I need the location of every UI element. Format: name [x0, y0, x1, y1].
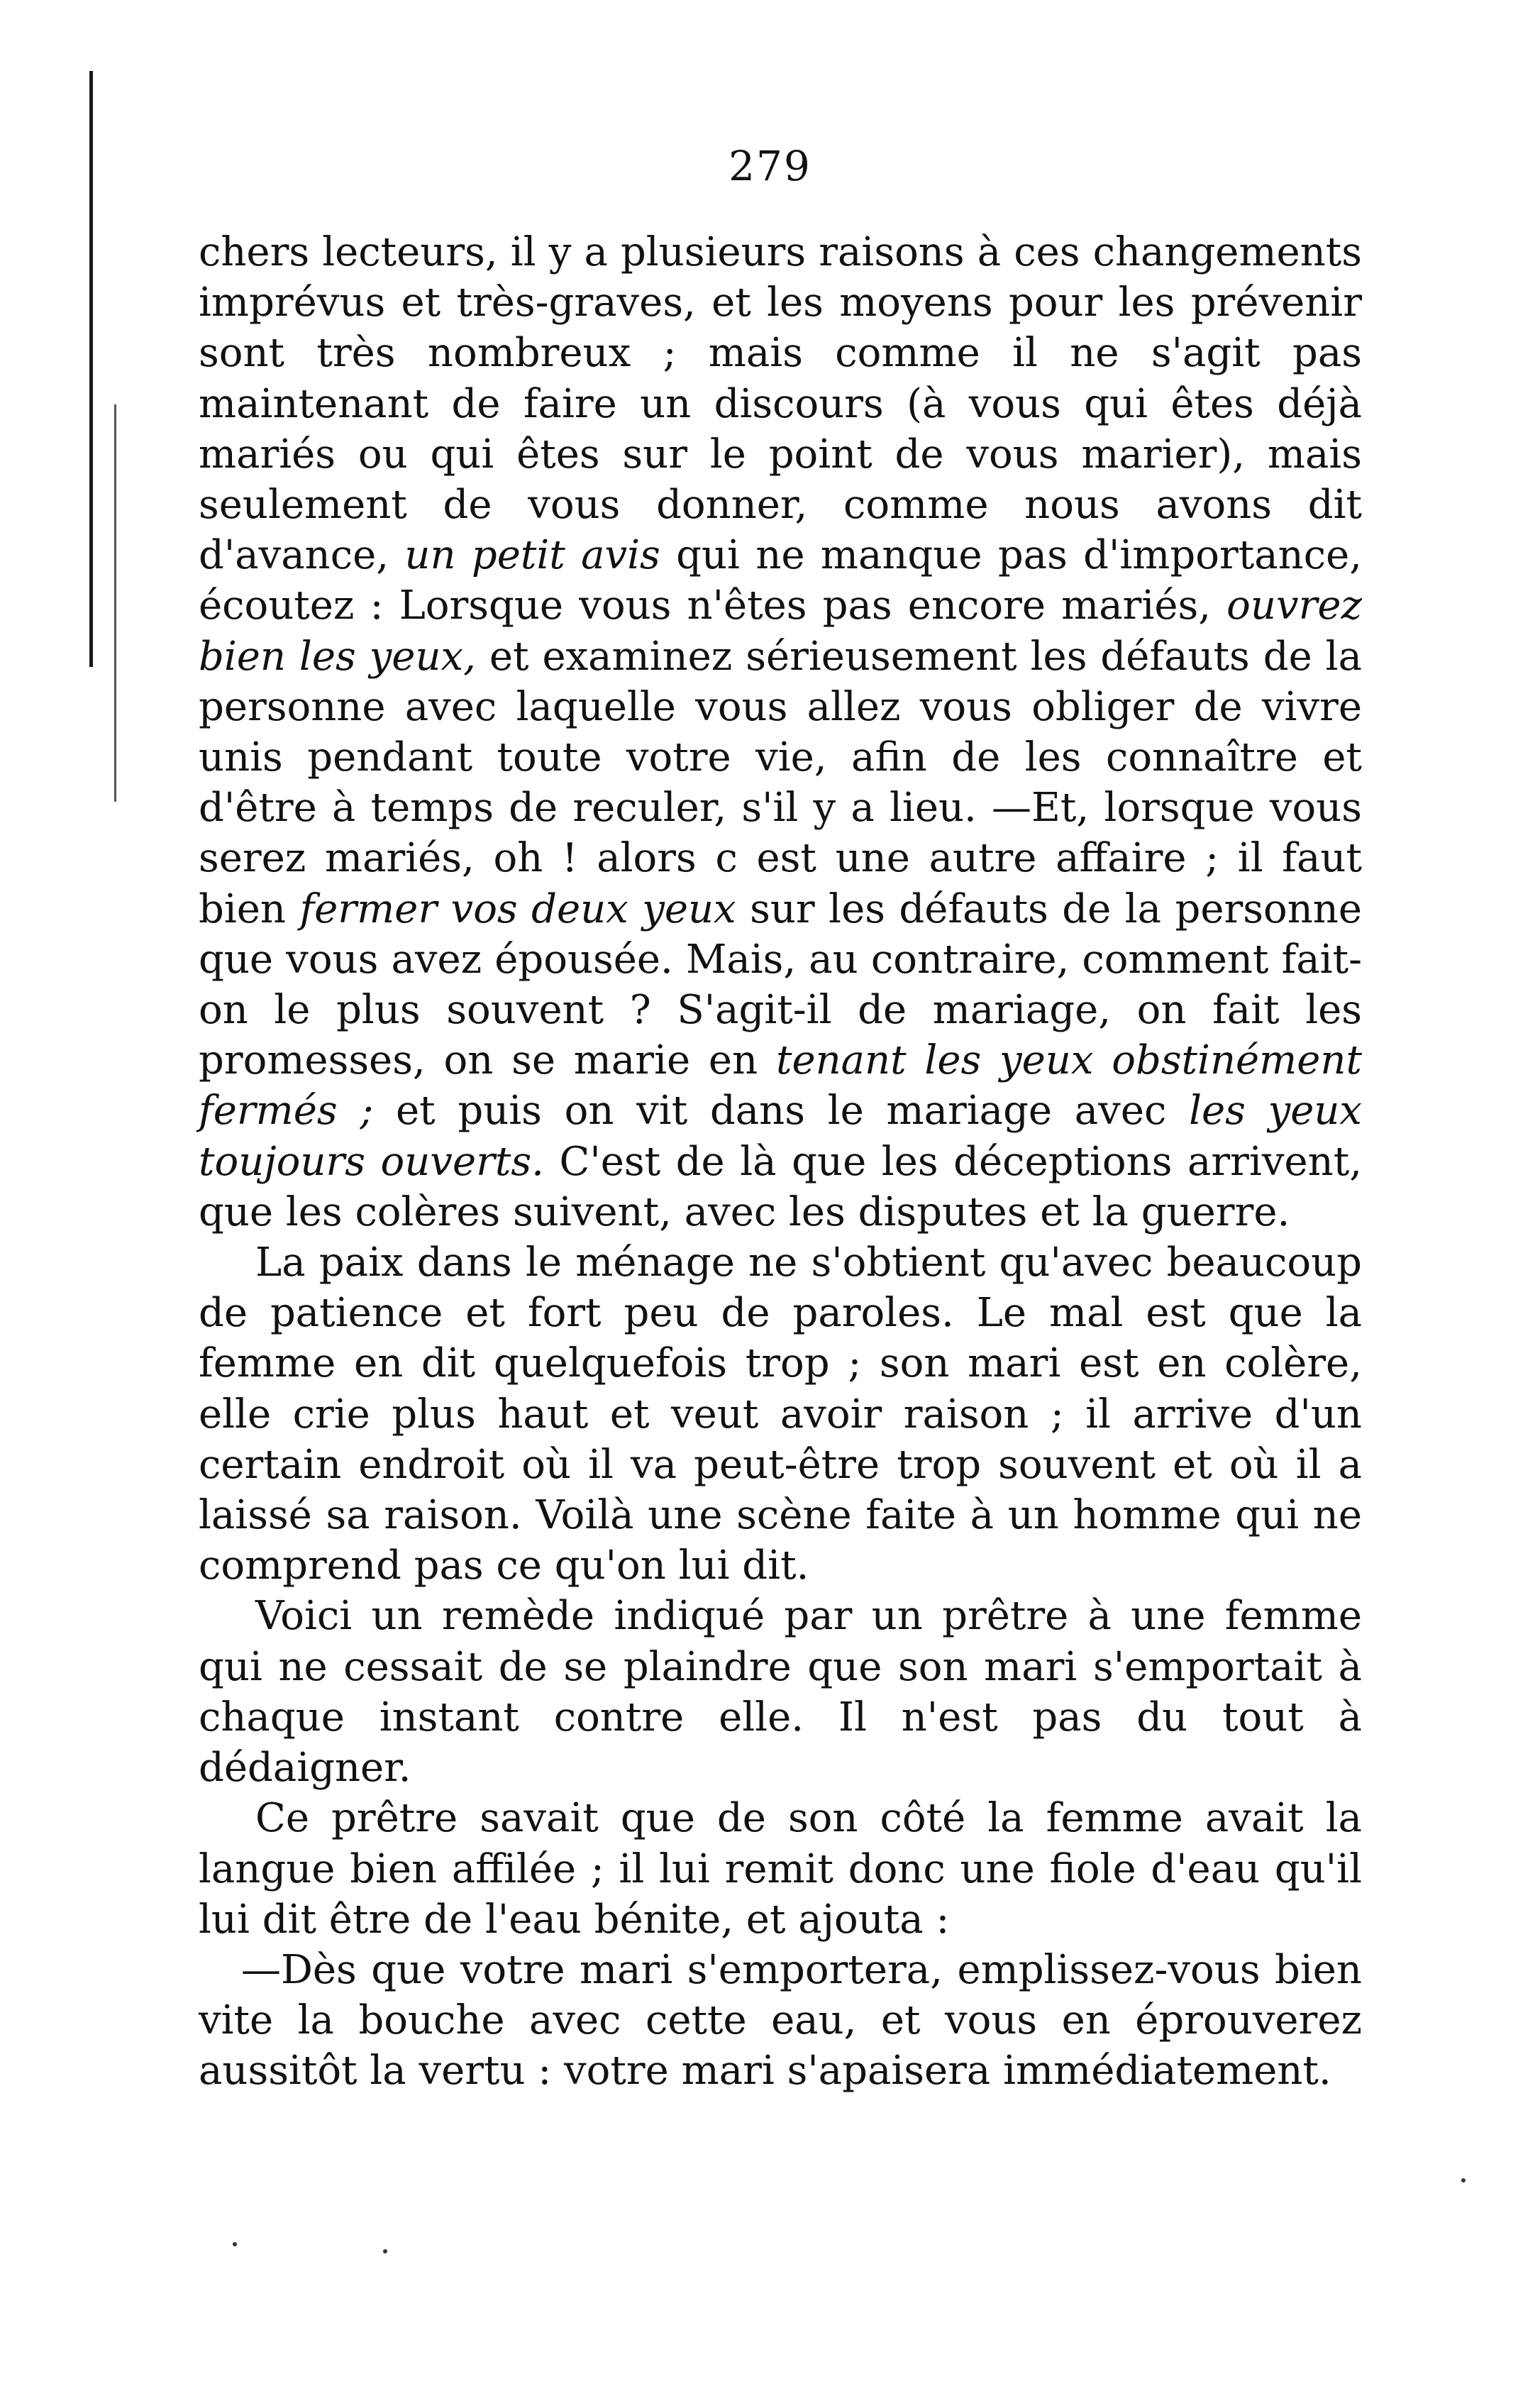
page-number: 279 [729, 142, 811, 190]
text-run: sur les défauts de la personne que vous avez épousée. Mais, au contraire, comment fait-on le plus souvent ? S'agit-il de mariage, on fait les promesses, on se marie en [199, 885, 1363, 1084]
italic-phrase: fermer vos deux yeux [299, 885, 736, 932]
text-run: et puis on vit dans le mariage avec [373, 1088, 1190, 1135]
paragraph-2 [199, 1237, 1362, 1591]
text-run: et examinez sérieusement les défauts de la personne avec laquelle vous allez vous obliger de vivre unis pendant toute votre vie, afin de les connaître et d'être à temps de reculer, s'il y a lieu. —Et, lorsque vous serez mariés, oh ! alors c est une autre affaire ; il faut bien [199, 633, 1362, 932]
scan-speck [1461, 2178, 1466, 2182]
text-run: qui ne manque pas d'importance, écoutez : Lorsque vous n'êtes pas encore mariés, [199, 532, 1363, 629]
italic-phrase: ouvrez bien les yeux, [199, 583, 1362, 680]
paragraph-3 [199, 1591, 1362, 1793]
text-run: —Dès que votre mari s'emportera, emplissez-vous bien vite la bouche avec cette eau, et vous en éprouverez aussitôt la vertu : votre mari s'apaisera immédiatement. [199, 1946, 1362, 2095]
paragraph-5 [199, 1945, 1362, 2097]
italic-phrase: tenant les yeux obstinément fermés ; [199, 1037, 1362, 1135]
text-run: Ce prêtre savait que de son côté la femme avait la langue bien affilée ; il lui remit donc une fiole d'eau qu'il lui dit être de l'eau bénite, et ajouta : [199, 1795, 1362, 1943]
italic-phrase: les yeux toujours ouverts. [199, 1088, 1363, 1185]
text-run: La paix dans le ménage ne s'obtient qu'avec beaucoup de patience et fort peu de paroles. Le mal est que la femme en dit quelquefois trop ; son mari est en colère, elle crie plus haut et veut avoir raison ; il arrive d'un certain endroit où il va peut-être trop souvent et où il a laissé sa raison. Voilà une scène faite à un homme qui ne comprend pas ce qu'on lui dit. [199, 1240, 1362, 1589]
paragraph-4 [199, 1793, 1362, 1945]
scan-margin-rule-secondary [114, 404, 116, 802]
paragraph-1 [199, 227, 1362, 1237]
text-run: Voici un remède indiqué par un prêtre à une femme qui ne cessait de se plaindre que son mari s'emportait à chaque instant contre elle. Il n'est pas du tout à dédaigner. [199, 1593, 1362, 1792]
page-body-text [199, 227, 1362, 2097]
text-run: chers lecteurs, il y a plusieurs raisons à ces changements imprévus et très-graves, et les moyens pour les prévenir sont très nombreux ; mais comme il ne s'agit pas maintenant de faire un discours (à vous qui êtes déjà mariés ou qui êtes sur le point de vous marier), mais seulement de vous donner, comme nous avons dit d'avance, [199, 229, 1362, 579]
italic-phrase: un petit avis [404, 532, 660, 579]
text-run: C'est de là que les déceptions arrivent, que les colères suivent, avec les disputes et la guerre. [199, 1138, 1363, 1235]
scan-speck [233, 2242, 237, 2246]
scan-speck [383, 2249, 387, 2253]
